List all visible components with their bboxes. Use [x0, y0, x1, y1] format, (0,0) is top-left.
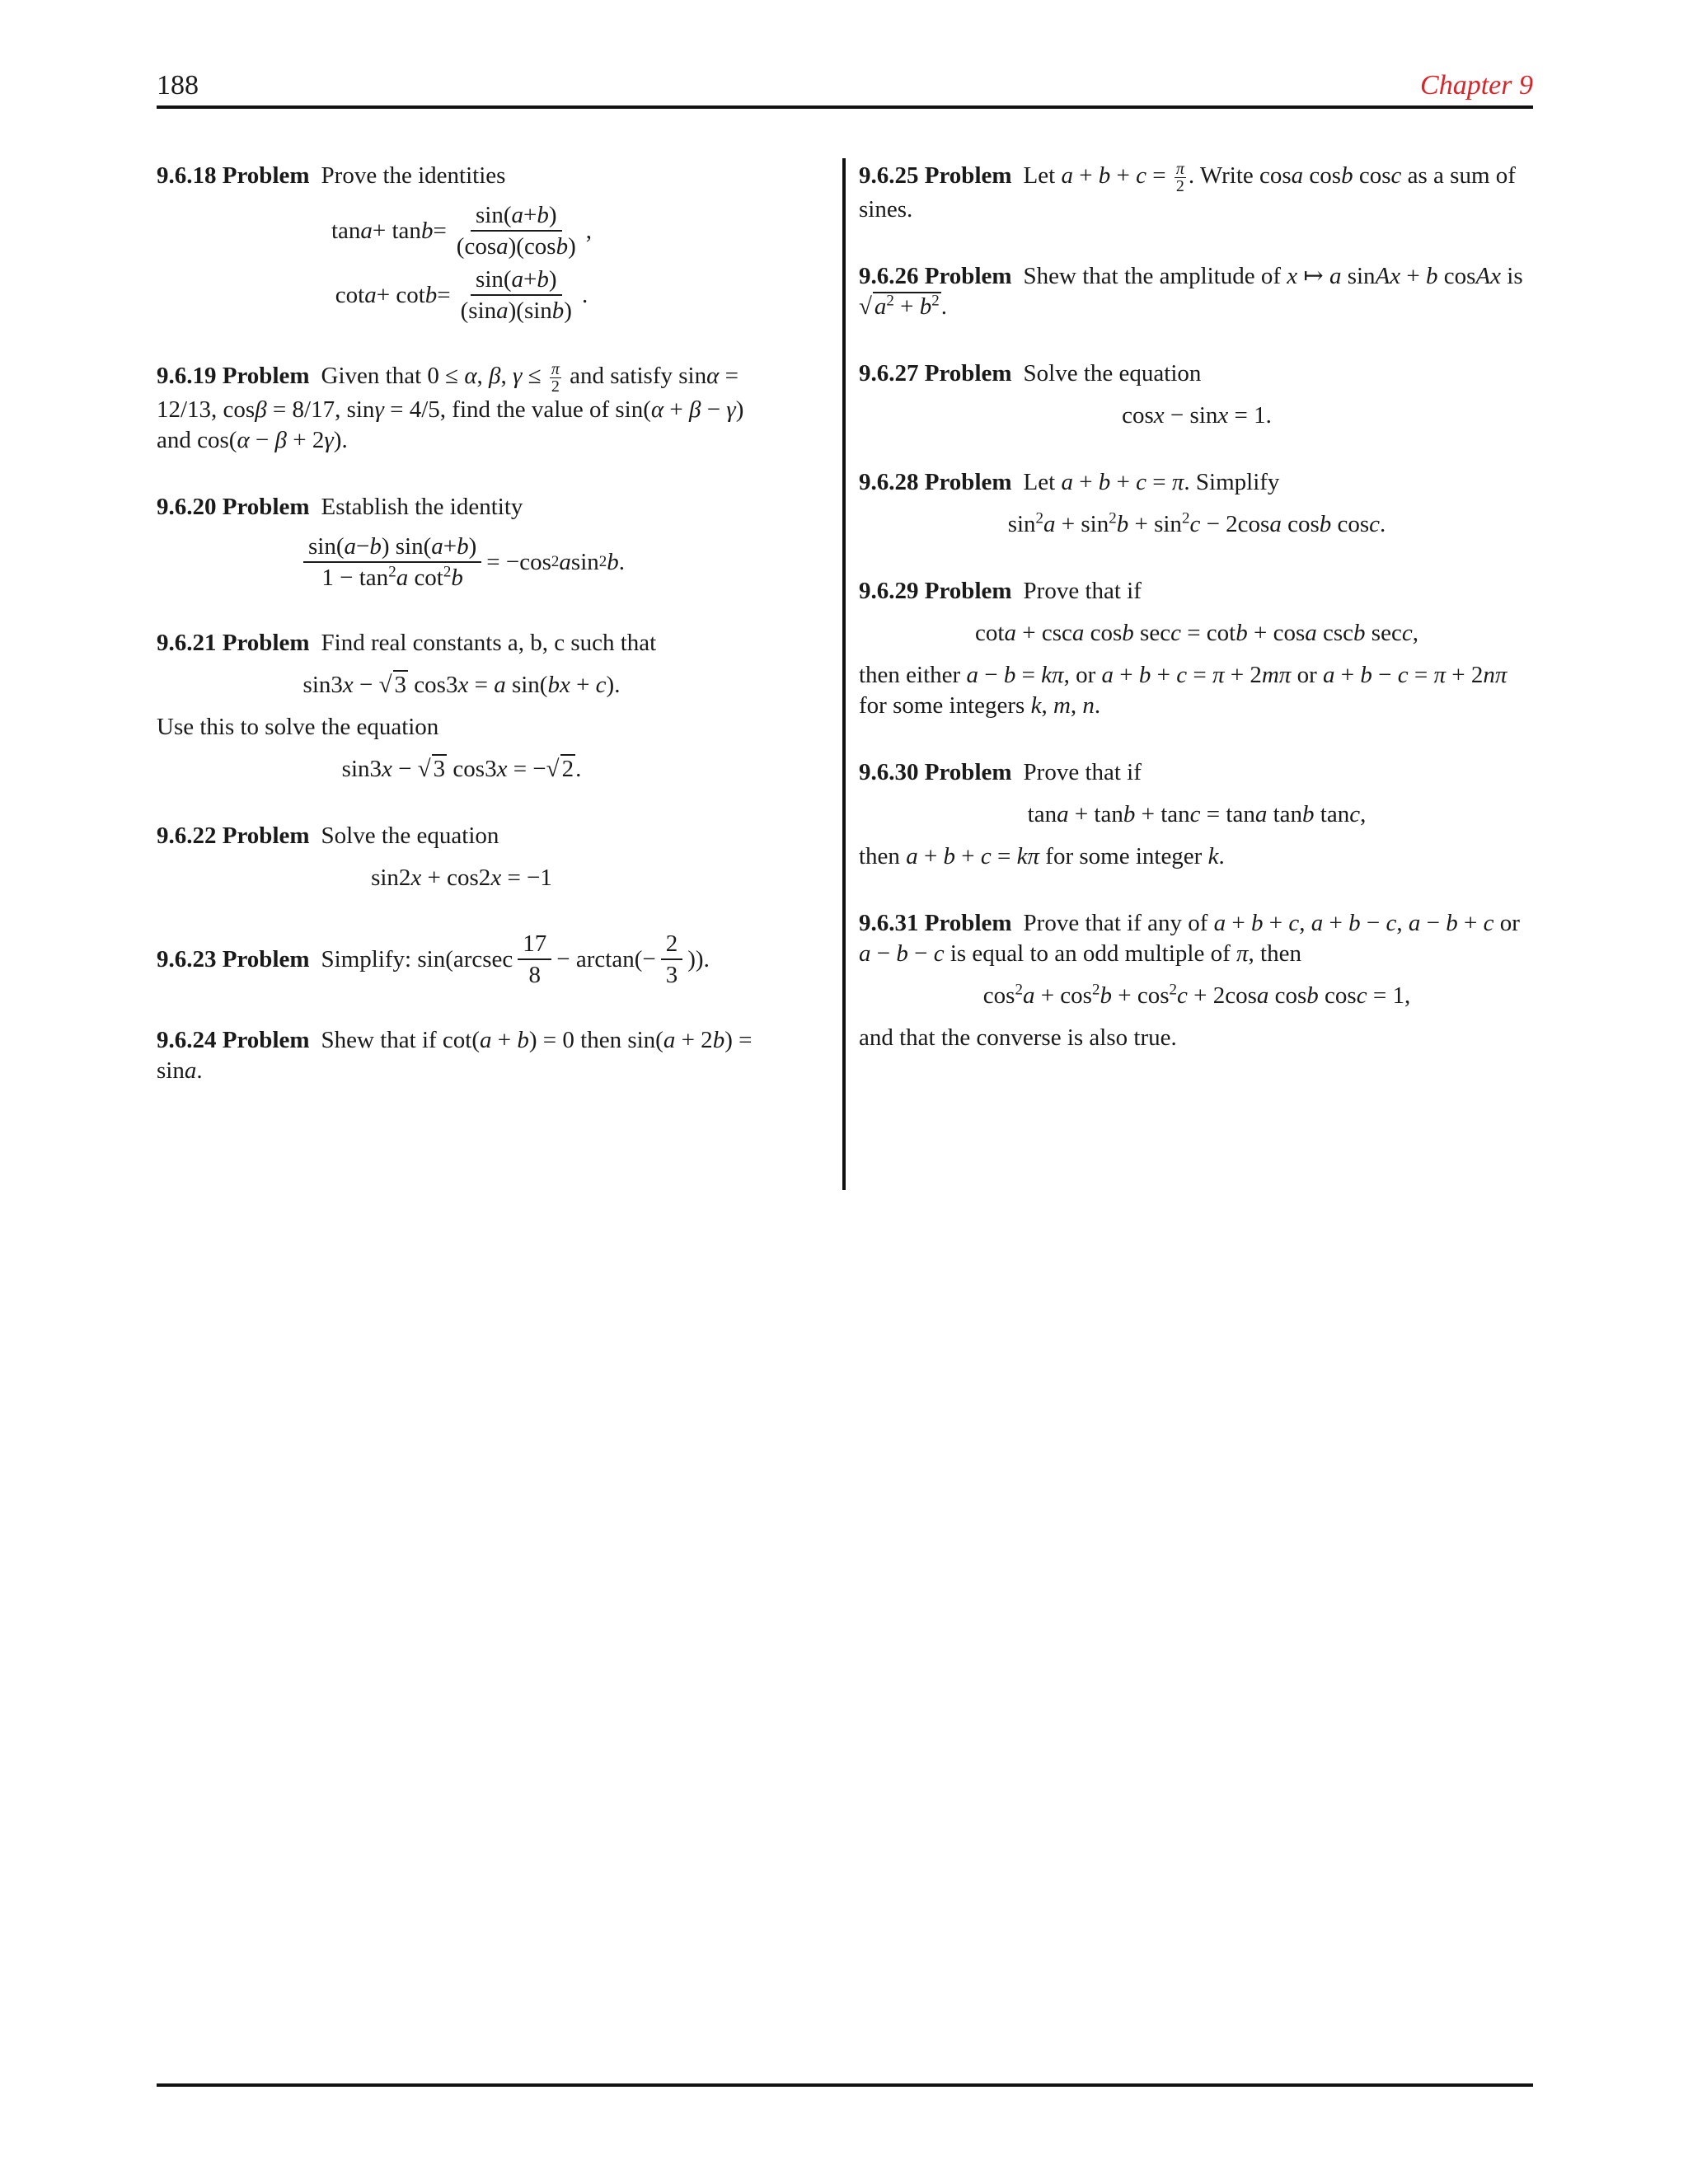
problem-title: 9.6.31 Problem: [859, 910, 1012, 936]
equation: $\cos^2a + \cos^2b + \cos^2c + 2\cos a$ cosb cosc = 1,: [982, 981, 1411, 1009]
problem-title: 9.6.19 Problem: [157, 363, 310, 390]
left-column: [157, 161, 767, 1122]
problem-9-6-29: 9.6.29 Problem Prove that if cota + csca cosb secc = cotb + cosa cscb secc, then either a − b = kπ, or a + b + c = π + 2mπ or a + b − c = π + 2nπ for some integers k, m, n.: [859, 576, 1535, 721]
problem-text: Prove that if: [1023, 759, 1142, 785]
footer-rule: [157, 2083, 1533, 2087]
header-rule: [157, 105, 1533, 109]
problem-text: Establish the identity: [321, 494, 523, 520]
problem-title: 9.6.25 Problem: [859, 162, 1012, 190]
problem-9-6-18: [157, 161, 767, 325]
problem-text: Prove that if: [1023, 578, 1142, 604]
problem-title: 9.6.20 Problem: [157, 494, 310, 520]
equation: $\frac{\sin(a-b) \sin(a+b)}{1 - \tan^2a \cot^2b}$ = −cos 2 a sin 2 b .: [157, 532, 767, 592]
equation: cot a + cot b = $\frac{\sin(a+b)}{(\sin a)(\sin b)}$ .: [335, 266, 588, 324]
problem-text: and that the converse is also true.: [859, 1024, 1177, 1051]
equation: sin3x − √ 3 cos3x = −√ 2.: [341, 756, 582, 782]
problem-9-6-22: [157, 821, 767, 893]
problem-text: Use this to solve the equation: [157, 714, 439, 740]
problem-9-6-20: [157, 492, 767, 592]
problem-9-6-26: 9.6.26 Problem Shew that the amplitude of x ↦ a sinAx + b cosAx is √ $a^2 + b^2$.: [859, 263, 1523, 320]
problem-title: 9.6.23 Problem: [157, 945, 310, 972]
equation: $\sin^2a + \sin^2b + \sin^2c - 2\cos a$ cosb cosc.: [1007, 509, 1386, 537]
problem-9-6-21: [157, 628, 767, 785]
problem-text: Find real constants a, b, c such that: [321, 630, 657, 656]
problem-9-6-31: 9.6.31 Problem Prove that if any of a + b + c, a + b − c, a − b + c or a − b − c is equal to an odd multiple of π, then $\cos^2a + \cos^2b + \cos^2c + 2\cos a$ cosb cosc = 1, and that the converse is also true.: [859, 908, 1535, 1053]
problem-title: 9.6.30 Problem: [859, 759, 1012, 785]
problem-9-6-19: 9.6.19 Problem Given that 0 ≤ α, β, γ ≤ $\frac{\pi}{2}$ and satisfy sinα = 12/13, cosβ = 8/17, sinγ = 4/5, find the value of sin(α + β − γ) and cos(α − β + 2γ).: [157, 360, 744, 453]
equation: sin3x − √ 3 cos3x = a sin(bx + c).: [302, 672, 621, 698]
equation: cosx − sinx = 1.: [1122, 402, 1272, 429]
problem-9-6-28: 9.6.28 Problem Let a + b + c = π. Simplify $\sin^2a + \sin^2b + \sin^2c - 2\cos a$ cosb cosc.: [859, 467, 1535, 540]
problem-title: 9.6.26 Problem: [859, 263, 1012, 289]
problem-text: Solve the equation: [1023, 360, 1202, 387]
problem-9-6-24: 9.6.24 Problem Shew that if cot(a + b) = 0 then sin(a + 2b) = sina.: [157, 1027, 753, 1084]
equation: sin2x + cos2x = −1: [371, 865, 552, 891]
problem-text: Prove the identities: [321, 162, 506, 189]
problem-title: 9.6.21 Problem: [157, 630, 310, 656]
problem-title: 9.6.28 Problem: [859, 469, 1012, 495]
equation: tana + tanb + tanc = tana tanb tanc,: [1027, 801, 1367, 827]
problem-title: 9.6.22 Problem: [157, 823, 310, 849]
problem-9-6-25: 9.6.25 Problem Let a + b + c = $\frac{\pi}{2}$ . Write cosa cosb cosc as a sum of sines.: [859, 160, 1516, 223]
problem-9-6-23: 9.6.23 Problem Simplify: sin(arcsec $\frac{17}{8}$ − arctan(− $\frac{2}{3}$ )).: [157, 930, 710, 988]
chapter-title: Chapter 9: [1420, 70, 1533, 101]
problem-9-6-30: 9.6.30 Problem Prove that if tana + tanb + tanc = tana tanb tanc, then a + b + c = kπ for some integer k.: [859, 757, 1535, 872]
problem-text: Solve the equation: [321, 823, 499, 849]
column-divider: [842, 158, 846, 1190]
problem-title: 9.6.27 Problem: [859, 360, 1012, 387]
problem-title: 9.6.29 Problem: [859, 578, 1012, 604]
equation: cota + csca cosb secc = cotb + cosa cscb secc,: [975, 620, 1418, 646]
problem-title: 9.6.24 Problem: [157, 1027, 310, 1053]
right-column: [859, 161, 1535, 1090]
problem-title: 9.6.18 Problem: [157, 162, 310, 189]
equation: tan a + tan b = $\frac{\sin(a+b)}{(\cos a)(\cos b)}$ ,: [331, 202, 593, 260]
problem-9-6-27: [859, 359, 1535, 431]
page-number: 188: [157, 70, 199, 101]
